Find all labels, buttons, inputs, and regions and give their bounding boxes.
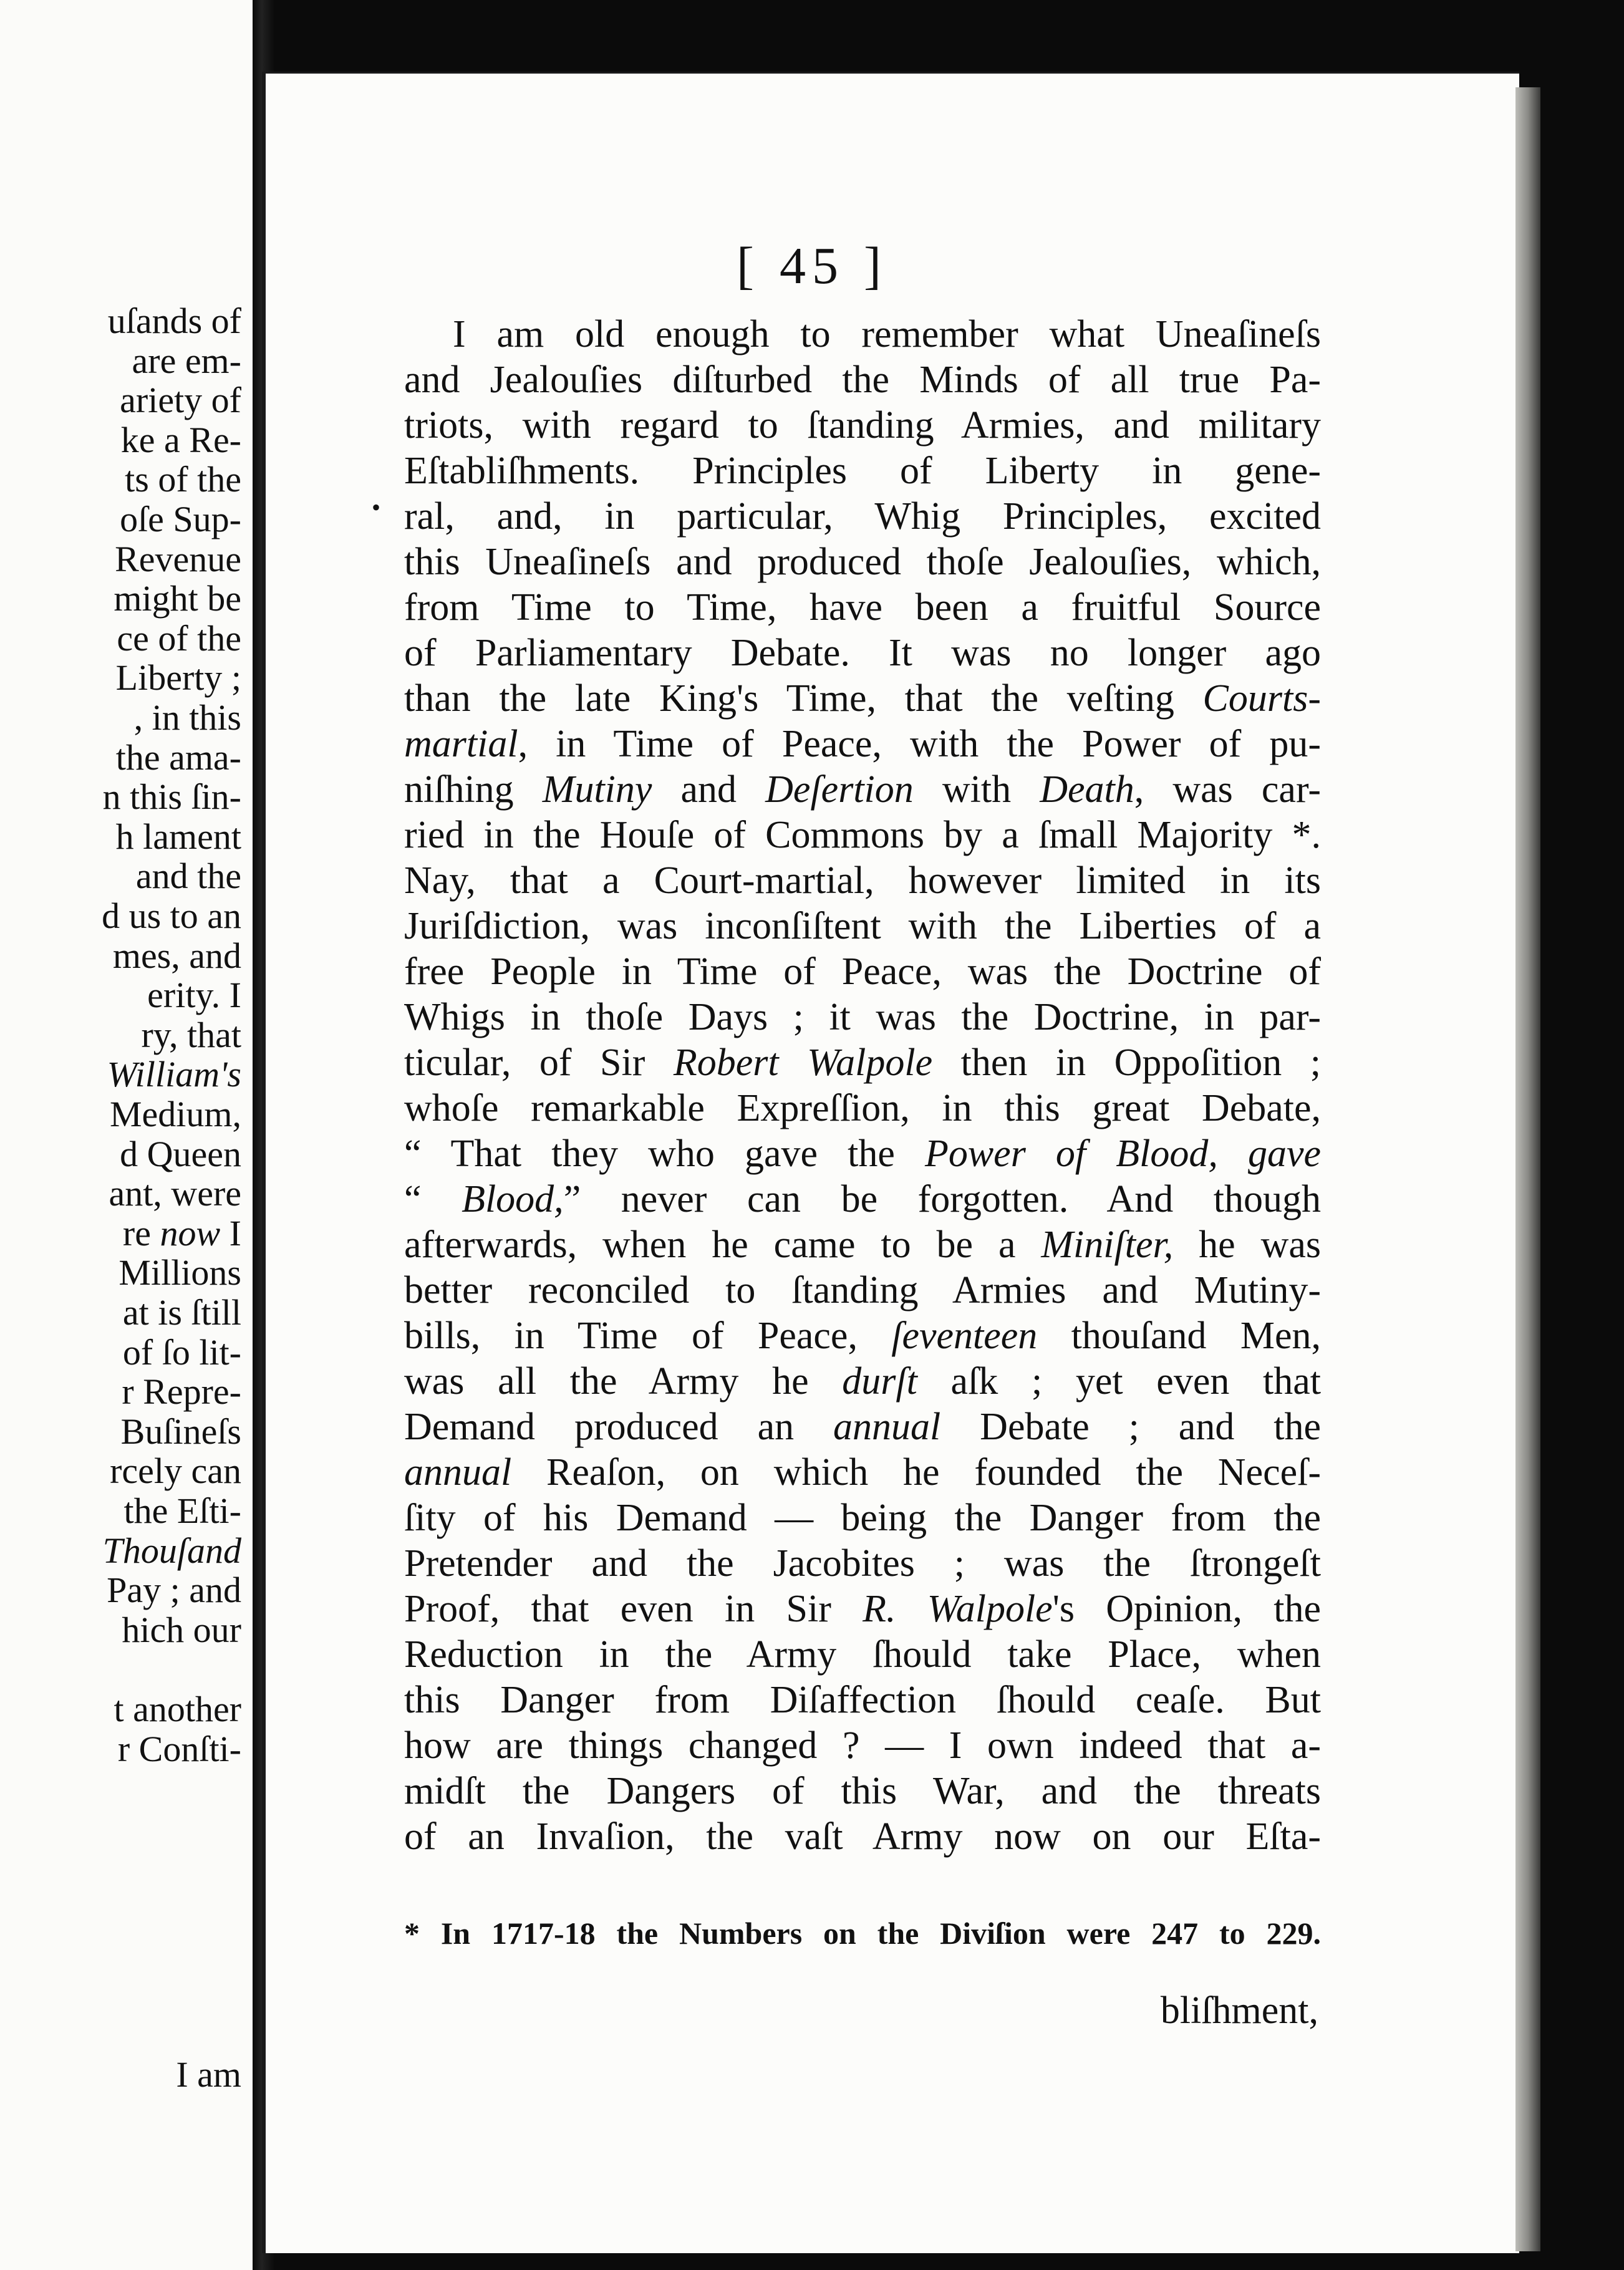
text-line: Whigs in thoſe Days ; it was the Doctrine, in par- bbox=[404, 996, 1321, 1038]
left-page-fragment: ce of the bbox=[117, 617, 241, 659]
left-page-fragment: are em- bbox=[132, 340, 241, 381]
left-page-fragment: d Queen bbox=[120, 1133, 241, 1174]
left-page-fragment: erity. I bbox=[147, 975, 241, 1016]
left-page-fragment: ry, that bbox=[141, 1014, 241, 1055]
ink-mark: • bbox=[372, 493, 381, 521]
left-page-fragment: Pay ; and bbox=[107, 1570, 241, 1611]
text-line: was all the Army he durſt aſk ; yet even that bbox=[404, 1360, 1321, 1403]
left-page-fragment: Revenue bbox=[115, 538, 241, 579]
left-page-fragment: and the bbox=[135, 856, 241, 897]
text-line: from Time to Time, have been a fruitful Source bbox=[404, 586, 1321, 629]
left-page-fragment: at is ſtill bbox=[122, 1292, 241, 1333]
text-line: midſt the Dangers of this War, and the threats bbox=[404, 1770, 1321, 1812]
text-line: ral, and, in particular, Whig Principles, excited bbox=[404, 495, 1321, 538]
left-page-fragment: r Repre- bbox=[122, 1371, 241, 1413]
left-page-fragment: h lament bbox=[115, 816, 241, 857]
text-line: Nay, that a Court-martial, however limited in its bbox=[404, 859, 1321, 902]
text-line: Demand produced an annual Debate ; and the bbox=[404, 1406, 1321, 1448]
left-page-fragment: mes, and bbox=[112, 935, 241, 976]
left-page-fragment: rcely can bbox=[110, 1451, 241, 1492]
text-line: Juriſdiction, was inconſiſtent with the Liberties of a bbox=[404, 905, 1321, 947]
left-page-fragment: William's bbox=[107, 1054, 241, 1095]
left-page-fragment: r Conſti- bbox=[117, 1728, 241, 1769]
text-line: how are things changed ? — I own indeed that a- bbox=[404, 1724, 1321, 1767]
left-page-fragment: ts of the bbox=[125, 459, 241, 500]
text-line: this Uneaſineſs and produced thoſe Jealouſies, which, bbox=[404, 541, 1321, 583]
left-page-fragment: the Eſti- bbox=[123, 1490, 241, 1531]
text-line: Eſtabliſhments. Principles of Liberty in gene- bbox=[404, 450, 1321, 492]
left-page-fragment: oſe Sup- bbox=[120, 499, 241, 539]
left-page-fragment: ariety of bbox=[120, 380, 241, 421]
text-line: this Danger from Diſaffection ſhould ceaſe. But bbox=[404, 1679, 1321, 1721]
text-line: Proof, that even in Sir R. Walpole's Opinion, the bbox=[404, 1588, 1321, 1630]
left-page-fragment: uſands of bbox=[107, 301, 241, 341]
text-line: of Parliamentary Debate. It was no longer ago bbox=[404, 632, 1321, 674]
text-line: triots, with regard to ſtanding Armies, and military bbox=[404, 404, 1321, 447]
text-line: Reduction in the Army ſhould take Place, when bbox=[404, 1633, 1321, 1676]
text-line: ticular, of Sir Robert Walpole then in Oppoſition ; bbox=[404, 1041, 1321, 1084]
text-line: I am old enough to remember what Uneaſineſs bbox=[453, 313, 1321, 355]
body-text bbox=[404, 312, 1321, 1860]
left-page-fragment: might be bbox=[114, 578, 241, 619]
left-page-fragment: the ama- bbox=[115, 737, 241, 778]
text-line: “ That they who gave the Power of Blood, gave bbox=[404, 1133, 1321, 1175]
text-line: ried in the Houſe of Commons by a ſmall Majority *. bbox=[404, 814, 1321, 856]
left-page-fragment: d us to an bbox=[102, 896, 241, 936]
text-line: niſhing Mutiny and Deſertion with Death, was car- bbox=[404, 768, 1321, 811]
text-line: martial, in Time of Peace, with the Power of pu- bbox=[404, 723, 1321, 765]
text-line: annual Reaſon, on which he founded the Neceſ- bbox=[404, 1451, 1321, 1494]
left-page-fragment: t another bbox=[114, 1689, 241, 1729]
text-line: “ Blood,” never can be forgotten. And though bbox=[404, 1178, 1321, 1220]
text-line: and Jealouſies diſturbed the Minds of all true Pa- bbox=[404, 359, 1321, 401]
left-page-fragment: hich our bbox=[122, 1609, 241, 1650]
footnote: * In 1717-18 the Numbers on the Diviſion were 247 to 229. bbox=[404, 1916, 1321, 1951]
text-line: free People in Time of Peace, was the Doctrine of bbox=[404, 950, 1321, 993]
left-page-fragment: Thouſand bbox=[102, 1530, 241, 1571]
catchword: bliſhment, bbox=[1160, 1989, 1318, 2032]
text-line: of an Invaſion, the vaſt Army now on our Eſta- bbox=[404, 1815, 1321, 1858]
text-line: than the late King's Time, that the veſting Courts- bbox=[404, 677, 1321, 720]
left-page-fragment: ke a Re- bbox=[120, 419, 241, 460]
left-page-fragment: re now I bbox=[122, 1212, 241, 1253]
text-line: ſity of his Demand — being the Danger from the bbox=[404, 1497, 1321, 1539]
left-page-fragment: Buſineſs bbox=[120, 1411, 241, 1452]
page-edge-shadow bbox=[1515, 87, 1540, 2251]
left-page-fragment: I am bbox=[176, 2054, 241, 2095]
left-page-fragment: , in this bbox=[133, 697, 241, 738]
left-page-fragment: of ſo lit- bbox=[122, 1331, 241, 1373]
left-page-fragment: Liberty ; bbox=[115, 657, 241, 698]
left-page-fragment: ant, were bbox=[109, 1173, 241, 1214]
page-number: [ 45 ] bbox=[737, 237, 887, 295]
left-page-fragment: n this ſin- bbox=[102, 776, 241, 818]
left-page-fragment: Medium, bbox=[109, 1094, 241, 1134]
text-line: better reconciled to ſtanding Armies and Mutiny- bbox=[404, 1269, 1321, 1311]
text-line: whoſe remarkable Expreſſion, in this great Debate, bbox=[404, 1087, 1321, 1129]
text-line: afterwards, when he came to be a Miniſter, he was bbox=[404, 1224, 1321, 1266]
text-line: bills, in Time of Peace, ſeventeen thouſand Men, bbox=[404, 1315, 1321, 1357]
left-page bbox=[0, 0, 253, 2270]
left-page-fragment: Millions bbox=[118, 1252, 241, 1293]
text-line: Pretender and the Jacobites ; was the ſtrongeſt bbox=[404, 1542, 1321, 1585]
